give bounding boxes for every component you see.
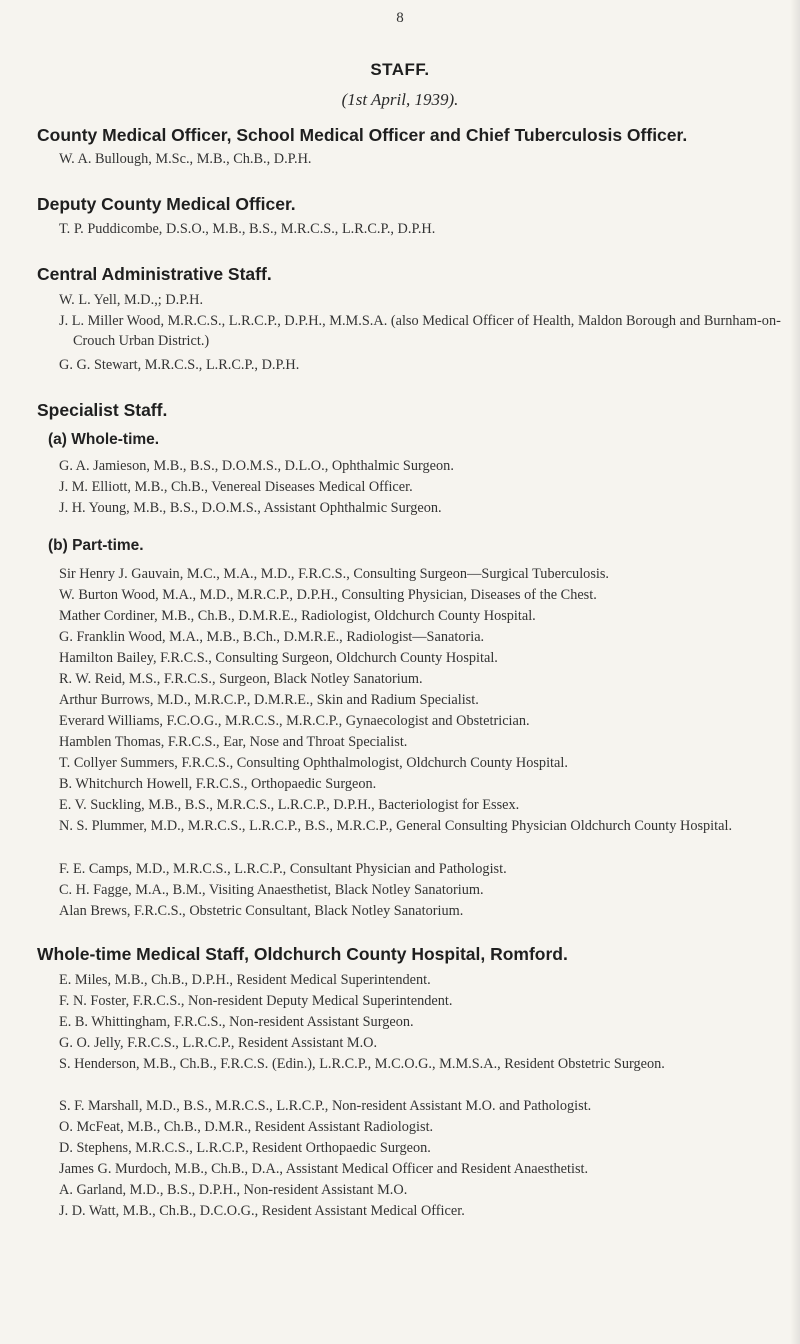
staff-entry: G. O. Jelly, F.R.C.S., L.R.C.P., Resident Assistant M.O. — [59, 1035, 378, 1051]
staff-entry: Arthur Burrows, M.D., M.R.C.P., D.M.R.E., Skin and Radium Specialist. — [59, 692, 479, 708]
staff-entry: W. L. Yell, M.D.,; D.P.H. — [59, 292, 204, 308]
staff-entry: E. B. Whittingham, F.R.C.S., Non-resident Assistant Surgeon. — [59, 1014, 414, 1030]
staff-entry: G. A. Jamieson, M.B., B.S., D.O.M.S., D.L.O., Ophthalmic Surgeon. — [59, 458, 454, 474]
subheading-part-time: (b) Part-time. — [48, 537, 144, 554]
staff-entry: C. H. Fagge, M.A., B.M., Visiting Anaesthetist, Black Notley Sanatorium. — [59, 882, 484, 898]
staff-entry: B. Whitchurch Howell, F.R.C.S., Orthopaedic Surgeon. — [59, 776, 377, 792]
staff-entry: F. N. Foster, F.R.C.S., Non-resident Deputy Medical Superintendent. — [59, 993, 453, 1009]
staff-entry: G. Franklin Wood, M.A., M.B., B.Ch., D.M.R.E., Radiologist—Sanatoria. — [59, 629, 485, 645]
subheading-whole-time: (a) Whole-time. — [48, 431, 160, 448]
staff-entry: Hamilton Bailey, F.R.C.S., Consulting Surgeon, Oldchurch County Hospital. — [59, 650, 498, 666]
staff-entry: Alan Brews, F.R.C.S., Obstetric Consultant, Black Notley Sanatorium. — [59, 903, 464, 919]
staff-entry: F. E. Camps, M.D., M.R.C.S., L.R.C.P., Consultant Physician and Pathologist. — [59, 861, 507, 877]
staff-entry: Sir Henry J. Gauvain, M.C., M.A., M.D., F.R.C.S., Consulting Surgeon—Surgical Tuberculosis. — [59, 566, 609, 582]
staff-entry: A. Garland, M.D., B.S., D.P.H., Non-resident Assistant M.O. — [59, 1182, 408, 1198]
page-edge-shadow — [790, 0, 800, 1344]
heading-specialist-staff: Specialist Staff. — [37, 400, 168, 420]
page-number: 8 — [396, 10, 404, 26]
staff-entry: J. L. Miller Wood, M.R.C.S., L.R.C.P., D.P.H., M.M.S.A. (also Medical Officer of Health, Maldon Borough and Burnham-on-Crouch Urban District.) — [59, 313, 781, 349]
staff-entry: W. A. Bullough, M.Sc., M.B., Ch.B., D.P.H. — [59, 151, 312, 167]
staff-entry: N. S. Plummer, M.D., M.R.C.S., L.R.C.P., B.S., M.R.C.P., General Consulting Physician Oldchurch County Hospital. — [59, 818, 733, 834]
staff-entry: Hamblen Thomas, F.R.C.S., Ear, Nose and Throat Specialist. — [59, 734, 408, 750]
staff-entry: S. Henderson, M.B., Ch.B., F.R.C.S. (Edin.), L.R.C.P., M.C.O.G., M.M.S.A., Resident Obstetric Surgeon. — [59, 1056, 665, 1072]
staff-entry: T. P. Puddicombe, D.S.O., M.B., B.S., M.R.C.S., L.R.C.P., D.P.H. — [59, 221, 436, 237]
staff-entry: D. Stephens, M.R.C.S., L.R.C.P., Resident Orthopaedic Surgeon. — [59, 1140, 431, 1156]
staff-entry: E. Miles, M.B., Ch.B., D.P.H., Resident Medical Superintendent. — [59, 972, 431, 988]
staff-entry: J. H. Young, M.B., B.S., D.O.M.S., Assistant Ophthalmic Surgeon. — [59, 500, 442, 516]
staff-entry: Everard Williams, F.C.O.G., M.R.C.S., M.R.C.P., Gynaecologist and Obstetrician. — [59, 713, 530, 729]
heading-central-administrative-staff: Central Administrative Staff. — [37, 264, 272, 284]
staff-entry: R. W. Reid, M.S., F.R.C.S., Surgeon, Black Notley Sanatorium. — [59, 671, 423, 687]
heading-county-medical-officer: County Medical Officer, School Medical Officer and Chief Tuberculosis Officer. — [37, 125, 688, 145]
page-title: STAFF. — [370, 60, 430, 79]
staff-entry: G. G. Stewart, M.R.C.S., L.R.C.P., D.P.H. — [59, 357, 300, 373]
staff-entry: J. M. Elliott, M.B., Ch.B., Venereal Diseases Medical Officer. — [59, 479, 413, 495]
staff-entry: W. Burton Wood, M.A., M.D., M.R.C.P., D.P.H., Consulting Physician, Diseases of the Chest. — [59, 587, 597, 603]
staff-entry: S. F. Marshall, M.D., B.S., M.R.C.S., L.R.C.P., Non-resident Assistant M.O. and Pathologist. — [59, 1098, 592, 1114]
staff-entry: James G. Murdoch, M.B., Ch.B., D.A., Assistant Medical Officer and Resident Anaesthetist. — [59, 1161, 589, 1177]
heading-oldchurch-county-hospital: Whole-time Medical Staff, Oldchurch County Hospital, Romford. — [37, 944, 568, 964]
staff-entry: T. Collyer Summers, F.R.C.S., Consulting Ophthalmologist, Oldchurch County Hospital. — [59, 755, 568, 771]
heading-deputy-county-medical-officer: Deputy County Medical Officer. — [37, 194, 296, 214]
staff-entry: J. D. Watt, M.B., Ch.B., D.C.O.G., Resident Assistant Medical Officer. — [59, 1203, 465, 1219]
staff-entry: O. McFeat, M.B., Ch.B., D.M.R., Resident Assistant Radiologist. — [59, 1119, 434, 1135]
staff-entry: E. V. Suckling, M.B., B.S., M.R.C.S., L.R.C.P., D.P.H., Bacteriologist for Essex. — [59, 797, 520, 813]
page-subtitle: (1st April, 1939). — [341, 90, 459, 109]
staff-entry: Mather Cordiner, M.B., Ch.B., D.M.R.E., Radiologist, Oldchurch County Hospital. — [59, 608, 536, 624]
